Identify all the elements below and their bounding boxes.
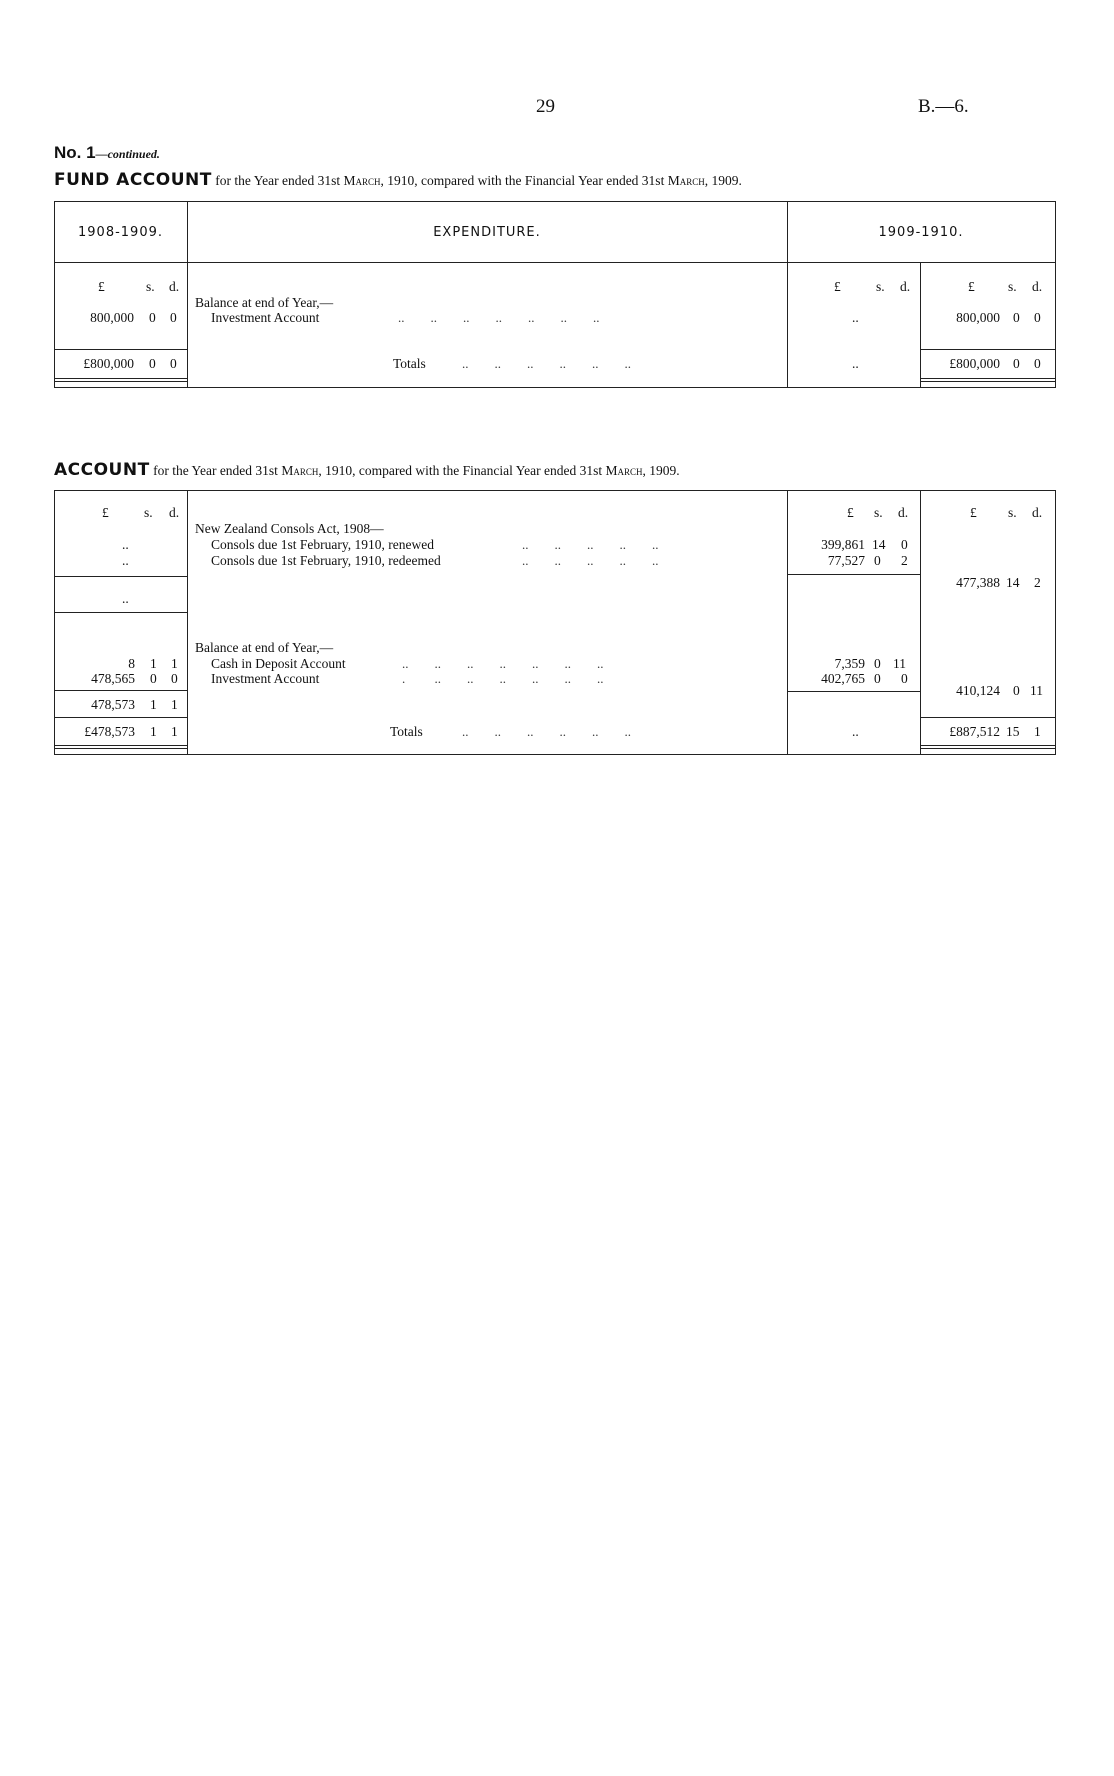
balance-prev-subtotal-pence: 1: [171, 697, 178, 712]
subtotal-rule: [787, 574, 920, 575]
renewed-prev: ..: [122, 537, 129, 552]
section-label: [54, 143, 160, 163]
pound-unit: £: [970, 505, 977, 520]
subtotal-rule: [54, 690, 187, 691]
subtotal-rule: [54, 349, 187, 350]
pence-unit: d.: [898, 505, 909, 520]
subtotal-rule: [54, 612, 187, 613]
invest-prev-shillings: 0: [150, 671, 157, 686]
redeemed-prev: ..: [122, 553, 129, 568]
leader-dots: .. .. .. .. ..: [522, 553, 659, 568]
leader-dots: .. .. .. .. .. ..: [462, 356, 631, 371]
column-divider: [920, 490, 921, 755]
table-bottom-rule: [54, 754, 1056, 755]
redeemed-value: 77,527: [827, 553, 865, 568]
heading-text: for the Year ended 31st: [153, 463, 282, 478]
totals-prev: £800,000: [83, 356, 134, 371]
page-number: 29: [536, 96, 555, 117]
shilling-unit: s.: [876, 279, 885, 294]
pence-unit: d.: [900, 279, 911, 294]
balance-subtotal: 410,124: [956, 683, 1000, 698]
heading-text: , 1909.: [704, 173, 742, 188]
totals-prev-pence: 1: [171, 724, 178, 739]
heading-month: March: [281, 463, 319, 478]
renewed-shillings: 14: [872, 537, 886, 552]
heading-month: March: [605, 463, 643, 478]
table-bottom-rule: [54, 387, 187, 388]
balance-prev-subtotal: 478,573: [91, 697, 135, 712]
heading-text: , 1909.: [642, 463, 680, 478]
act-subtotal: 477,388: [956, 575, 1000, 590]
redeemed-shillings: 0: [874, 553, 881, 568]
heading-text: , 1910, compared with the Financial Year ended 31st: [318, 463, 606, 478]
heading-month: March: [667, 173, 705, 188]
totals-detail: ..: [852, 356, 859, 371]
row-label-investment: Investment Account: [211, 671, 320, 686]
pound-unit: £: [98, 279, 105, 294]
account-title: ACCOUNT: [54, 460, 150, 480]
totals-prev: £478,573: [84, 724, 135, 739]
leader-dots: .. .. .. .. .. ..: [462, 724, 631, 739]
pence-unit: d.: [1032, 505, 1043, 520]
totals-label: Totals: [393, 356, 426, 371]
subtotal-rule: [920, 349, 1055, 350]
renewed-pence: 0: [901, 537, 908, 552]
column-divider: [187, 490, 188, 755]
invest-pence: 0: [901, 671, 908, 686]
pound-unit: £: [847, 505, 854, 520]
subtotal-rule: [54, 717, 187, 718]
shilling-unit: s.: [146, 279, 155, 294]
pound-unit: £: [968, 279, 975, 294]
fund-account-title: FUND ACCOUNT: [54, 170, 212, 190]
row-label-renewed: Consols due 1st February, 1910, renewed: [211, 537, 434, 552]
prev-value: 800,000: [90, 310, 134, 325]
heading-month: March: [343, 173, 381, 188]
leader-dots: . .. .. .. .. .. ..: [402, 671, 604, 686]
header-rule: [54, 262, 1056, 263]
shilling-unit: s.: [144, 505, 153, 520]
totals-curr-pence: 1: [1034, 724, 1041, 739]
totals-prev-shillings: 0: [149, 356, 156, 371]
balance-title: Balance at end of Year,—: [195, 640, 334, 655]
section-number: No. 1: [54, 143, 96, 162]
invest-shillings: 0: [874, 671, 881, 686]
leader-dots: .. .. .. .. ..: [522, 537, 659, 552]
act-subtotal-shillings: 14: [1006, 575, 1020, 590]
subtotal-rule: [920, 717, 1055, 718]
total-double-rule: [54, 378, 187, 382]
table-bottom-rule: [187, 387, 920, 388]
prev-shillings: 0: [149, 310, 156, 325]
row-label-investment: Investment Account: [211, 310, 320, 325]
cash-value: 7,359: [834, 656, 865, 671]
row-label-redeemed: Consols due 1st February, 1910, redeemed: [211, 553, 441, 568]
total-double-rule: [920, 745, 1055, 749]
document-reference: B.—6.: [918, 96, 969, 117]
subtotal-rule: [787, 691, 920, 692]
fund-account-heading: [54, 170, 742, 190]
column-header-1908-1909: 1908-1909.: [78, 225, 163, 240]
cash-prev-shillings: 1: [150, 656, 157, 671]
pence-unit: d.: [169, 505, 180, 520]
heading-text: for the Year ended 31st: [215, 173, 344, 188]
total-double-rule: [54, 745, 187, 749]
subtotal-rule: [54, 576, 187, 577]
cash-pence: 11: [893, 656, 906, 671]
curr-detail: ..: [852, 310, 859, 325]
totals-curr-shillings: 15: [1006, 724, 1020, 739]
invest-prev: 478,565: [91, 671, 135, 686]
prev-pence: 0: [170, 310, 177, 325]
invest-prev-pence: 0: [171, 671, 178, 686]
pound-unit: £: [102, 505, 109, 520]
curr-value: 800,000: [956, 310, 1000, 325]
total-double-rule: [920, 378, 1055, 382]
shilling-unit: s.: [874, 505, 883, 520]
curr-shillings: 0: [1013, 310, 1020, 325]
column-divider: [787, 490, 788, 755]
cash-prev: 8: [128, 656, 135, 671]
section-continued: —continued.: [95, 147, 160, 161]
totals-label: Totals: [390, 724, 423, 739]
column-header-expenditure: EXPENDITURE.: [433, 225, 541, 240]
group-title: Balance at end of Year,—: [195, 295, 334, 310]
table-bottom-rule: [920, 387, 1055, 388]
act-title: New Zealand Consols Act, 1908—: [195, 521, 384, 536]
leader-dots: .. .. .. .. .. .. ..: [402, 656, 604, 671]
shilling-unit: s.: [1008, 505, 1017, 520]
row-label-cash: Cash in Deposit Account: [211, 656, 346, 671]
cash-prev-pence: 1: [171, 656, 178, 671]
column-header-1909-1910: 1909-1910.: [878, 225, 964, 240]
redeemed-pence: 2: [901, 553, 908, 568]
pence-unit: d.: [169, 279, 180, 294]
totals-detail: ..: [852, 724, 859, 739]
leader-dots: .. .. .. .. .. .. ..: [398, 310, 600, 325]
balance-prev-subtotal-shillings: 1: [150, 697, 157, 712]
renewed-value: 399,861: [821, 537, 865, 552]
account-heading: [54, 460, 680, 480]
balance-subtotal-pence: 11: [1030, 683, 1043, 698]
totals-curr-shillings: 0: [1013, 356, 1020, 371]
totals-curr: £887,512: [949, 724, 1000, 739]
curr-pence: 0: [1034, 310, 1041, 325]
act-prev-subtotal: ..: [122, 591, 129, 606]
pound-unit: £: [834, 279, 841, 294]
heading-text: , 1910, compared with the Financial Year ended 31st: [380, 173, 668, 188]
totals-curr-pence: 0: [1034, 356, 1041, 371]
shilling-unit: s.: [1008, 279, 1017, 294]
balance-subtotal-shillings: 0: [1013, 683, 1020, 698]
totals-prev-pence: 0: [170, 356, 177, 371]
cash-shillings: 0: [874, 656, 881, 671]
totals-curr: £800,000: [949, 356, 1000, 371]
totals-prev-shillings: 1: [150, 724, 157, 739]
pence-unit: d.: [1032, 279, 1043, 294]
invest-value: 402,765: [821, 671, 865, 686]
act-subtotal-pence: 2: [1034, 575, 1041, 590]
